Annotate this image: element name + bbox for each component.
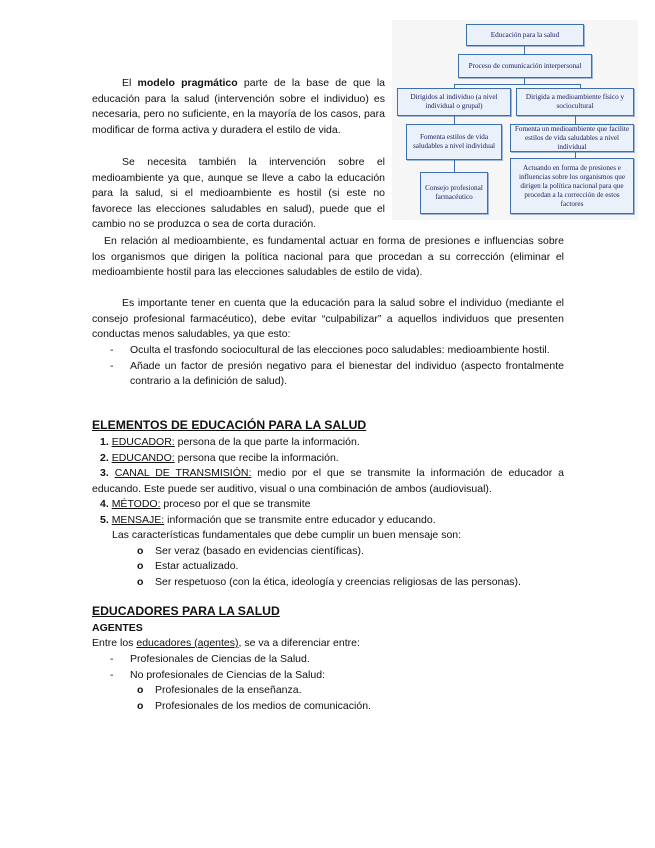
section-title-elements: ELEMENTOS DE EDUCACIÓN PARA LA SALUD — [92, 418, 367, 432]
diagram-root-box: Educación para la salud — [466, 24, 584, 46]
list-item: 1. EDUCADOR: persona de la que parte la información. — [100, 436, 360, 448]
elements-list — [92, 435, 564, 590]
intro-paragraph-4: Es importante tener en cuenta que la educación para la salud sobre el individuo (mediante el consejo profesional farmacéutico), debe evitar “culpabilizar” a aquellos individuos que presenten conductas menos saludables, ya que esto: — [92, 297, 564, 340]
diagram-left-box-1: Dirigidos al individuo (a nivel individual o grupal) — [397, 88, 511, 116]
educators-sublist — [92, 683, 564, 714]
message-points — [92, 544, 564, 591]
list-item: - Oculta el trasfondo sociocultural de las elecciones poco saludables: medioambiente hostil. — [110, 344, 550, 356]
list-item: o Ser respetuoso (con la ética, ideología y creencias religiosas de las personas). — [137, 575, 521, 588]
list-item: o Ser veraz (basado en evidencias científicas). — [137, 544, 364, 557]
diagram — [392, 20, 638, 220]
bold-term: modelo pragmático — [137, 77, 238, 89]
list-item: 5. MENSAJE: información que se transmite entre educador y educando. — [100, 513, 436, 526]
educators-intro: Entre los educadores (agentes), se va a diferenciar entre: — [92, 637, 360, 649]
intro-paragraph-3: En relación al medioambiente, es fundamental actuar en forma de presiones e influencias sobre los organismos que dirigen la política nacional para que procedan a su corrección (eliminar el medioambiente hostil para las elecciones saludables de estilo de vida). — [92, 235, 564, 278]
list-item: - Añade un factor de presión negativo para el bienestar del individuo (aspecto frontalmente contrario a la definición de salud). — [110, 359, 564, 387]
section-title-educators: EDUCADORES PARA LA SALUD — [92, 604, 280, 618]
educators-list — [92, 652, 564, 683]
message-intro: Las características fundamentales que debe cumplir un buen mensaje son: — [112, 529, 462, 541]
list-item: - Profesionales de Ciencias de la Salud. — [110, 653, 310, 665]
diagram-process-box: Proceso de comunicación interpersonal — [458, 54, 592, 78]
list-item: - No profesionales de Ciencias de la Salud: — [110, 668, 325, 681]
diagram-left-box-2: Fomenta estilos de vida saludables a nivel individual — [406, 124, 502, 160]
diagram-left-box-3: Consejo profesional farmacéutico — [420, 172, 488, 214]
list-item: 4. MÉTODO: proceso por el que se transmite — [100, 498, 311, 510]
diagram-right-box-3: Actuando en forma de presiones e influencias sobre los organismos que dirigen la política nacional para que procedan a la corrección de estos factores — [510, 158, 634, 214]
list-item: o Profesionales de los medios de comunicación. — [137, 699, 371, 712]
list-item: 3. CANAL DE TRANSMISIÓN: medio por el que se transmite la información de educador a educando. Este puede ser auditivo, visual o una combinación de ambos (audiovisual). — [92, 467, 564, 495]
list-item: o Estar actualizado. — [137, 560, 239, 572]
diagram-right-box-2: Fomenta un medioambiente que facilite estilos de vida saludables a nivel individual — [510, 124, 634, 152]
list-item: o Profesionales de la enseñanza. — [137, 684, 302, 696]
intro-paragraph-2: Se necesita también la intervención sobre el medioambiente ya que, aunque se lleve a cabo la educación para la salud, si el medioambiente es hostil (si este no favorece las elecciones saludables en salud), puede que el cambio no se produzca o sea de corta duración. — [92, 156, 385, 230]
diagram-right-box-1: Dirigida a medioambiente físico y sociocultural — [516, 88, 634, 116]
subtitle-agents: AGENTES — [92, 622, 143, 634]
list-item: 2. EDUCANDO: persona que recibe la información. — [100, 451, 339, 464]
intro-bullet-list — [92, 343, 564, 390]
intro-paragraph-1: El modelo pragmático parte de la base de que la educación para la salud (intervención sobre el individuo) es necesaria, pero no suficiente, en la mayoría de los casos, para modificar de forma activa y duradera el estilo de vida. — [92, 77, 385, 136]
